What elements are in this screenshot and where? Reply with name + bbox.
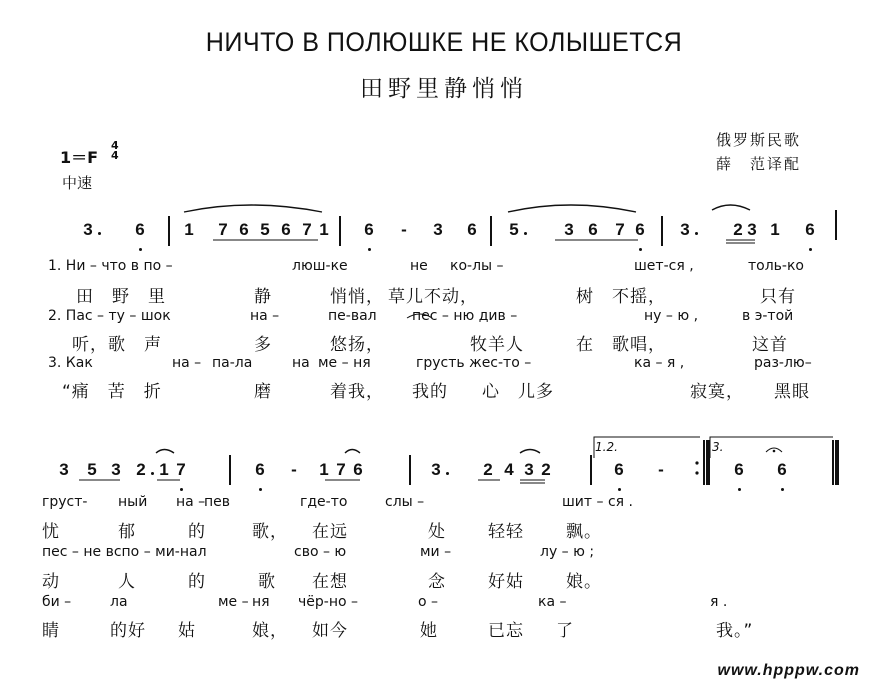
verse-russian-lyric: раз-лю– [754,355,812,371]
verse-chinese-lyric: “痛 苦 折 [62,382,162,402]
time-sig-bottom: 4 [111,149,119,162]
staff2-note: - [291,460,297,479]
verse-chinese-lyric: 念 [428,572,446,592]
verse-chinese-lyric: 她 [420,621,438,641]
watermark: www.hpppw.com [717,662,860,679]
volta-second-label: 3. [712,440,724,454]
verse-russian-lyric: лу – ю ; [540,544,595,560]
verse-russian-lyric: слы – [385,494,425,510]
verse-russian-lyric: о – [418,594,439,610]
staff1-note: 6 [805,220,815,239]
verse-chinese-lyric: 悠扬， [330,335,384,355]
verse-chinese-lyric: 飘。 [566,522,602,542]
verse-chinese-lyric: 树 不摇， [576,287,666,307]
staff2-note: 6 [614,460,624,479]
verse-chinese-lyric: 我。” [716,621,754,641]
staff2-note: 7 [176,460,186,479]
verse-russian-lyric: пев [204,494,231,510]
verse-chinese-lyric: 的好 [110,621,146,641]
staff2-note: 3 [111,460,121,479]
verse-chinese-lyric: 多 [254,335,272,355]
song-title: НИЧТО В ПОЛЮШКЕ НЕ КОЛЫШЕТСЯ [205,27,683,57]
song-subtitle: 田野里静悄悄 [360,76,528,102]
verse-chinese-lyric: 歌 [258,572,276,592]
verse-russian-lyric: ка – я , [634,355,685,371]
verse-chinese-lyric: 在想 [312,572,348,592]
verse-russian-lyric: би – [42,594,72,610]
verse-chinese-lyric: 动 [42,572,60,592]
verse-chinese-lyric: 着我， [330,382,384,402]
staff1-note: 6 [467,220,477,239]
verse-chinese-lyric: 如今 [312,621,348,641]
key-label: 1＝F [60,148,99,167]
verse-chinese-lyric: 这首 [752,335,788,355]
staff2-note: 2 [541,460,551,479]
verse-chinese-lyric: 睛 [42,621,60,641]
verse-russian-lyric: ко-лы – [450,258,504,274]
staff2-note: 6 [734,460,744,479]
staff2-note: 3 [431,460,441,479]
staff1-note: 6 [281,220,291,239]
staff2-note: - [658,460,664,479]
staff1-note: 1 [319,220,329,239]
staff1-note: 3 [433,220,443,239]
verse-russian-lyric: ла [110,594,128,610]
staff1-note: 6 [588,220,598,239]
verse-russian-lyric: 1. Ни – что в по – [48,258,173,274]
verse-russian-lyric: чёр-но – [298,594,358,610]
staff1-note: 3 [747,220,757,239]
staff1-note: 1 [184,220,194,239]
verse-chinese-lyric: 了 [556,621,574,641]
verse-russian-lyric: ня [252,594,270,610]
staff1-note: 7 [218,220,228,239]
translator-credit: 薛 范译配 [716,155,802,173]
verse-chinese-lyric: 磨 [254,382,272,402]
staff2-note: 1 [159,460,169,479]
verse-russian-lyric: па-ла [212,355,253,371]
staff2-note: 4 [504,460,514,479]
verse-russian-lyric: ме – [218,594,249,610]
verse-russian-lyric: ми – [420,544,452,560]
verse-chinese-lyric: 处 [428,522,446,542]
verse-chinese-lyric: 的 [188,572,206,592]
tempo-marking: 中速 [62,174,93,192]
verse-russian-lyric: на – [172,355,202,371]
verse-chinese-lyric: 轻轻 [488,522,524,542]
staff1-note: 7 [302,220,312,239]
verse-russian-lyric: на – [176,494,206,510]
verse-russian-lyric: грусть жес-то – [416,355,532,371]
verse-chinese-lyric: 好姑 [488,572,524,592]
verse-russian-lyric: я . [710,594,728,610]
verse-russian-lyric: не [410,258,428,274]
verse-chinese-lyric: 只有 [760,287,796,307]
staff1-note: 6 [635,220,645,239]
verse-russian-lyric: ка – [538,594,567,610]
verse-russian-lyric: 3. Как [48,355,93,371]
verse-chinese-lyric: 牧羊人 [470,335,524,355]
verse-chinese-lyric: 田 野 里 [76,287,166,307]
volta-first-label: 1.2. [595,440,618,454]
verse-russian-lyric: шит – ся . [562,494,633,510]
staff1-note: 3 [680,220,690,239]
staff1-note: 5 [260,220,270,239]
verse-russian-lyric: на [292,355,310,371]
verse-russian-lyric: ме – ня [318,355,371,371]
staff1-note: - [401,220,407,239]
verse-chinese-lyric: 郁 [118,522,136,542]
staff2-note: 5 [87,460,97,479]
verse-russian-lyric: шет-ся , [634,258,694,274]
staff2-note: 2 [483,460,493,479]
verse-chinese-lyric: 黑眼 [774,382,810,402]
verse-chinese-lyric: 的 [188,522,206,542]
verse-chinese-lyric: 忧 [42,522,60,542]
verse-chinese-lyric: 听，歌 声 [72,335,162,355]
verse-russian-lyric: 2. Пас – ту – шок [48,308,171,324]
verse-chinese-lyric: 草儿不动， [388,287,478,307]
verse-russian-lyric: пес – ню див – [412,308,518,324]
verse-chinese-lyric: 歌， [252,522,288,542]
verse-chinese-lyric: 悄悄， [330,287,384,307]
verse-russian-lyric: пес – не вспо – ми-нал [42,544,207,560]
verse-russian-lyric: груст- [42,494,88,510]
verse-russian-lyric: сво – ю [294,544,347,560]
verse-chinese-lyric: 心 儿多 [482,382,554,402]
staff2-note: 6 [777,460,787,479]
verse-chinese-lyric: 娘， [252,621,288,641]
staff1-note: 2 [733,220,743,239]
staff2-note: 6 [255,460,265,479]
verse-russian-lyric: где-то [300,494,348,510]
staff1-note: 5 [509,220,519,239]
staff2-note: 6 [353,460,363,479]
verse-chinese-lyric: 在 歌唱， [576,335,666,355]
staff1-note: 3 [564,220,574,239]
verse-chinese-lyric: 静 [254,287,272,307]
staff2-note: 1 [319,460,329,479]
verse-russian-lyric: пе-вал [328,308,377,324]
verse-chinese-lyric: 我的 [412,382,448,402]
staff2-note: 3 [59,460,69,479]
verse-chinese-lyric: 寂寞， [690,382,744,402]
verse-chinese-lyric: 娘。 [566,572,602,592]
origin-credit: 俄罗斯民歌 [716,131,802,149]
verse-russian-lyric: ну – ю , [644,308,699,324]
verse-chinese-lyric: 人 [118,572,136,592]
verse-russian-lyric: на – [250,308,280,324]
staff1-note: 3 [83,220,93,239]
verse-russian-lyric: ный [118,494,148,510]
staff2-note: 7 [336,460,346,479]
verse-chinese-lyric: 已忘 [488,621,524,641]
staff1-note: 6 [239,220,249,239]
staff1-note: 1 [770,220,780,239]
staff2-note: 3 [524,460,534,479]
verse-russian-lyric: в э-той [742,308,794,324]
verse-russian-lyric: толь-ко [748,258,804,274]
time-sig-top: 4 [111,139,119,152]
staff2-note: 2 [136,460,146,479]
staff1-note: 6 [364,220,374,239]
staff1-note: 6 [135,220,145,239]
verse-russian-lyric: люш-ке [292,258,348,274]
staff1-note: 7 [615,220,625,239]
verse-chinese-lyric: 姑 [178,621,196,641]
verse-chinese-lyric: 在远 [312,522,348,542]
